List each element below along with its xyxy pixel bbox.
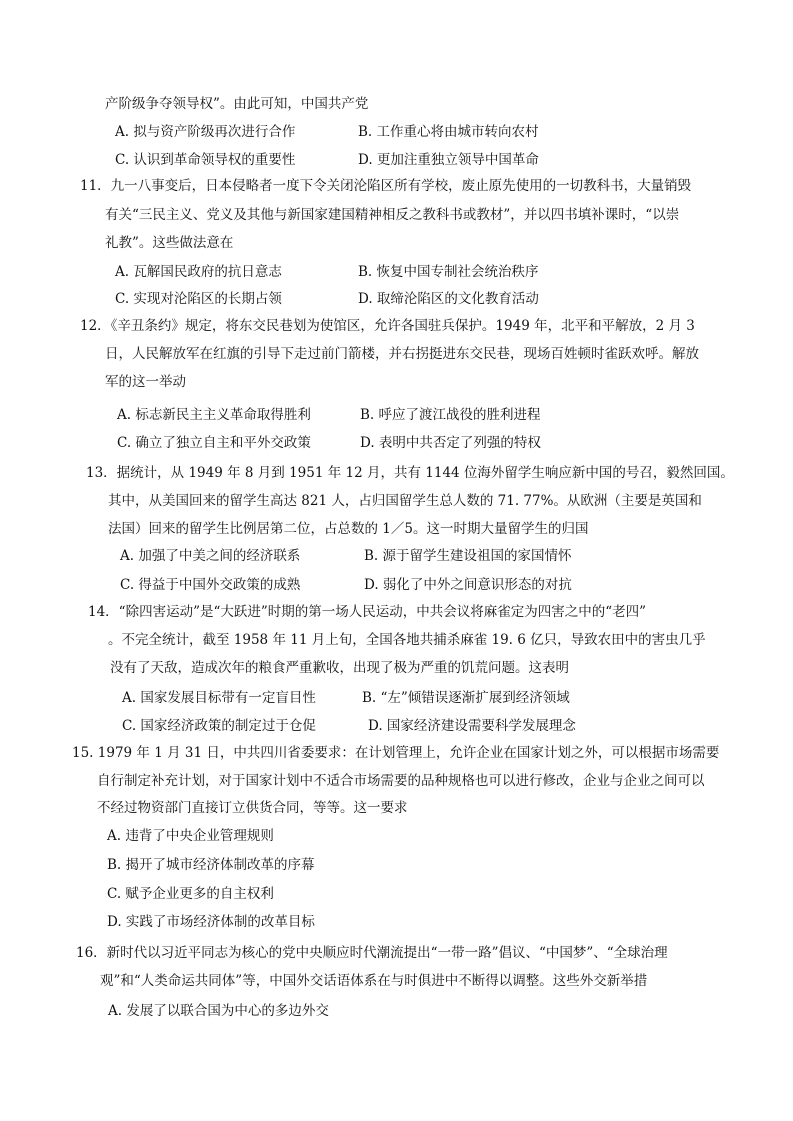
q13-stem-line-1: 13．据统计，从 1949 年 8 月到 1951 年 12 月，共有 1144 位海外留学生响应新中国的号召，毅然回国。 [86,465,734,481]
q11-option-c: C. 实现对沦陷区的长期占领 [115,291,282,307]
q13-stem-line-3: 法国）回来的留学生比例居第二位，占总数的 1／5。这一时期大量留学生的归国 [108,521,589,537]
q14-stem-line-2: 。不完全统计，截至 1958 年 11 月上旬，全国各地共捕杀麻雀 19. 6 亿只，导致农田中的害虫几乎 [108,632,706,648]
q15-option-a: A. 违背了中央企业管理规则 [107,828,274,844]
q12-option-b: B. 呼应了渡江战役的胜利进程 [360,407,541,423]
q10-option-c: C. 认识到革命领导权的重要性 [115,152,296,168]
q14-stem-line-3: 没有了天敌，造成次年的粮食严重歉收，出现了极为严重的饥荒问题。这表明 [110,660,569,676]
q12-option-d: D. 表明中共否定了列强的特权 [360,435,541,451]
q15-option-b: B. 揭开了城市经济体制改革的序幕 [107,857,315,873]
q12-option-c: C. 确立了独立自主和平外交政策 [117,435,311,451]
q12-stem-line-3: 军的这一举动 [105,374,186,390]
q14-option-a: A. 国家发展目标带有一定盲目性 [122,690,316,706]
q11-option-a: A. 瓦解国民政府的抗日意志 [115,264,282,280]
q15-stem-line-1: 15. 1979 年 1 月 31 日，中共四川省委要求：在计划管理上，允许企业在国家计划之外，可以根据市场需要 [72,745,720,761]
q11-stem-line-1: 11．九一八事变后，日本侵略者一度下令关闭沦陷区所有学校，废止原先使用的一切教科书，大量销毁 [80,178,692,194]
q11-stem-line-2: 有关“三民主义、党义及其他与新国家建国精神相反之教科书或教材”，并以四书填补课时，“以崇 [105,207,680,223]
q12-option-a: A. 标志新民主主义革命取得胜利 [117,407,311,423]
q15-stem-line-3: 不经过物资部门直接订立供货合同，等等。这一要求 [97,800,408,816]
q15-option-d: D. 实践了市场经济体制的改革目标 [107,914,315,930]
q11-stem-line-3: 礼教”。这些做法意在 [105,235,234,251]
q13-option-a: A. 加强了中美之间的经济联系 [120,548,301,564]
q10-option-d: D. 更加注重独立领导中国革命 [358,152,539,168]
q10-option-a: A. 拟与资产阶级再次进行合作 [115,124,296,140]
q14-option-c: C. 国家经济政策的制定过于仓促 [122,718,316,734]
q12-stem-line-2: 日，人民解放军在红旗的引导下走过前门箭楼，并右拐挺进东交民巷，现场百姓顿时雀跃欢呼。解放 [105,346,699,362]
q11-option-d: D. 取缔沦陷区的文化教育活动 [358,291,539,307]
q15-option-c: C. 赋予企业更多的自主权利 [107,886,274,902]
q14-option-d: D. 国家经济建设需要科学发展理念 [368,718,576,734]
q13-option-c: C. 得益于中国外交政策的成熟 [120,577,301,593]
q16-stem-line-2: 观”和“人类命运共同体”等，中国外交话语体系在与时俱进中不断得以调整。这些外交新举措 [100,973,648,989]
q13-option-b: B. 源于留学生建设祖国的家国情怀 [364,548,572,564]
q10-option-b: B. 工作重心将由城市转向农村 [358,124,539,140]
q16-stem-line-1: 16．新时代以习近平同志为核心的党中央顺应时代潮流提出“一带一路”倡议、“中国梦”、“全球治理 [76,945,668,961]
q12-stem-line-1: 12．《辛丑条约》规定，将东交民巷划为使馆区，允许各国驻兵保护。1949 年，北平和平解放，2 月 3 [80,318,695,334]
q13-stem-line-2: 其中，从美国回来的留学生高达 821 人，占归国留学生总人数的 71. 77%。从欧洲（主要是英国和 [108,493,702,509]
q13-option-d: D. 弱化了中外之间意识形态的对抗 [364,577,572,593]
q10-stem: 产阶级争夺领导权”。由此可知，中国共产党 [105,96,369,112]
q14-option-b: B. “左”倾错误逐渐扩展到经济领域 [362,690,570,706]
q14-stem-line-1: 14．“除四害运动”是“大跃进”时期的第一场人民运动，中共会议将麻雀定为四害之中的“老四” [88,604,647,620]
q15-stem-line-2: 自行制定补充计划，对于国家计划中不适合市场需要的品种规格也可以进行修改，企业与企业之间可以 [97,773,705,789]
q11-option-b: B. 恢复中国专制社会统治秩序 [358,264,539,280]
q16-option-a: A. 发展了以联合国为中心的多边外交 [108,1003,329,1019]
